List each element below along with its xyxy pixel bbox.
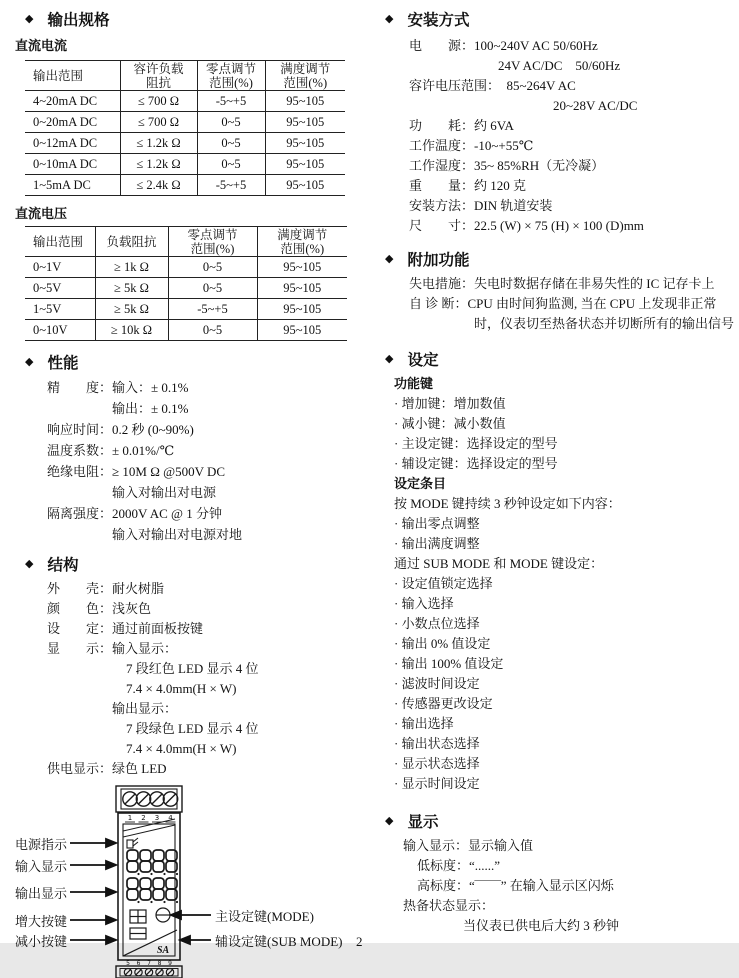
list-item: · 设定值锁定选择 xyxy=(394,576,493,591)
diagram-label-power-indicator: 电源指示 xyxy=(15,837,68,852)
diamond-bullet-icon: ◆ xyxy=(385,352,394,365)
spec-line: 低标度：“......” xyxy=(417,858,501,873)
section-title: 结构 xyxy=(47,557,79,574)
table-header-cell: 输出范围 xyxy=(25,61,120,91)
list-item: · 主设定键：选择设定的型号 xyxy=(394,436,558,451)
dc-voltage-table xyxy=(25,226,347,341)
spec-line: 功 耗：约 6VA xyxy=(409,118,514,133)
diamond-bullet-icon: ◆ xyxy=(25,557,34,570)
list-item: · 增加键：增加数值 xyxy=(394,396,506,411)
list-item: · 输出 0% 值设定 xyxy=(394,636,491,651)
spec-line: 重 量：约 120 克 xyxy=(409,178,527,193)
spec-line: 颜 色：浅灰色 xyxy=(47,601,152,616)
spec-line: 响应时间：0.2 秒 (0~90%) xyxy=(47,422,194,437)
svg-text:9: 9 xyxy=(168,960,172,967)
power-led-icon xyxy=(127,838,138,848)
svg-text:7: 7 xyxy=(147,960,151,967)
list-item: · 辅设定键：选择设定的型号 xyxy=(394,456,558,471)
spec-line: 工作湿度：35~ 85%RH（无冷凝） xyxy=(409,158,605,173)
device-marking: SA xyxy=(157,945,170,956)
section-title: 安装方式 xyxy=(407,12,470,29)
list-item: · 滤波时间设定 xyxy=(394,676,480,691)
spec-line: 时，仪表切至热备状态并切断所有的输出信号 xyxy=(474,316,735,331)
svg-text:4: 4 xyxy=(168,814,173,822)
table-row: 0~20mA DC ≤ 700 Ω 0~5 95~105 xyxy=(25,112,345,133)
table-header-cell: 输出范围 xyxy=(25,227,95,257)
table-header-row xyxy=(25,61,345,91)
section-title: 附加功能 xyxy=(407,252,470,269)
spec-line: 温度系数：± 0.01%/℃ xyxy=(47,443,175,458)
spec-line: 隔离强度：2000V AC @ 1 分钟 xyxy=(47,506,222,521)
list-item: · 传感器更改设定 xyxy=(394,696,493,711)
right-column xyxy=(370,0,739,936)
table-header-cell: 容许负载 阻抗 xyxy=(120,61,197,91)
spec-line: 设 定：通过前面板按键 xyxy=(47,621,204,636)
svg-text:6: 6 xyxy=(136,960,141,967)
diamond-bullet-icon: ◆ xyxy=(385,12,394,25)
table-header-cell: 零点调节 范围(%) xyxy=(197,61,265,91)
diagram-label-mode-key: 主设定键(MODE) xyxy=(215,909,314,924)
table-row: 0~10V ≥ 10k Ω 0~5 95~105 xyxy=(25,320,347,341)
section-heading-performance xyxy=(25,351,370,373)
diagram-label-decrease-key: 减小按键 xyxy=(15,934,68,949)
spec-line: 安装方法：DIN 轨道安装 xyxy=(409,198,553,213)
table-header-cell: 满度调节 范围(%) xyxy=(257,227,347,257)
section-title: 输出规格 xyxy=(47,12,110,29)
table-row: 4~20mA DC ≤ 700 Ω -5~+5 95~105 xyxy=(25,91,345,112)
list-item: · 输出满度调整 xyxy=(394,536,480,551)
list-intro: 按 MODE 键持续 3 秒钟设定如下内容： xyxy=(394,496,621,511)
function-keys-list xyxy=(370,394,739,474)
list-item: · 减小键：减小数值 xyxy=(394,416,506,431)
subsection-dc-current: 直流电流 xyxy=(15,38,68,53)
performance-list xyxy=(0,377,370,545)
spec-line: 输出：± 0.1% xyxy=(112,401,189,416)
table-row: 0~5V ≥ 5k Ω 0~5 95~105 xyxy=(25,278,347,299)
spec-line: 外 壳：耐火树脂 xyxy=(47,581,165,596)
spec-line: 输出显示： xyxy=(112,701,178,716)
device-diagram xyxy=(0,780,370,978)
spec-line: 当仪表已供电后大约 3 秒钟 xyxy=(463,918,620,933)
table-header-cell: 零点调节 范围(%) xyxy=(168,227,257,257)
spec-line: 输入对输出对电源对地 xyxy=(112,527,243,542)
spec-line: 7.4 × 4.0mm(H × W) xyxy=(126,741,237,756)
input-7seg-display xyxy=(127,850,178,875)
spec-line: 容许电压范围： 85~264V AC xyxy=(409,78,576,93)
section-heading-install xyxy=(385,8,739,30)
spec-line: 绝缘电阻：≥ 10M Ω @500V DC xyxy=(47,464,226,479)
spec-line: 输入显示：显示输入值 xyxy=(403,838,534,853)
spec-line: 工作温度：-10~+55℃ xyxy=(409,138,534,153)
spec-line: 自 诊 断：CPU 由时间狗监测, 当在 CPU 上发现非正常 xyxy=(409,296,717,311)
subsection-setting-entries: 设定条目 xyxy=(394,476,447,491)
terminal-screw-icons-bottom xyxy=(124,969,173,976)
list-item: · 输出零点调整 xyxy=(394,516,480,531)
spec-line: 20~28V AC/DC xyxy=(553,98,638,113)
section-title: 设定 xyxy=(407,352,439,369)
pointer-arrows-right xyxy=(171,911,211,944)
table-row: 1~5mA DC ≤ 2.4k Ω -5~+5 95~105 xyxy=(25,175,345,196)
spec-line: 7 段红色 LED 显示 4 位 xyxy=(126,661,259,676)
spec-line: 输入对输出对电源 xyxy=(112,485,217,500)
list-item: · 小数点位选择 xyxy=(394,616,480,631)
spec-line: 7 段绿色 LED 显示 4 位 xyxy=(126,721,259,736)
svg-text:3: 3 xyxy=(154,814,160,822)
dc-current-table xyxy=(25,60,345,196)
svg-text:8: 8 xyxy=(157,960,162,967)
table-header-cell: 满度调节 范围(%) xyxy=(265,61,345,91)
additional-list xyxy=(370,274,739,334)
top-terminal-block xyxy=(116,786,182,812)
decrease-button-icon xyxy=(130,928,146,939)
terminal-screw-icons-top xyxy=(123,792,178,806)
section-heading-additional xyxy=(385,248,739,270)
spec-line: 尺 寸：22.5 (W) × 75 (H) × 100 (D)mm xyxy=(409,218,644,233)
diamond-bullet-icon: ◆ xyxy=(25,12,34,25)
subsection-dc-voltage: 直流电压 xyxy=(15,206,68,221)
table-row: 1~5V ≥ 5k Ω -5~+5 95~105 xyxy=(25,299,347,320)
install-list xyxy=(370,36,739,236)
spec-line: 供电显示：绿色 LED xyxy=(47,761,167,776)
section-title: 性能 xyxy=(47,355,79,372)
spec-line: 7.4 × 4.0mm(H × W) xyxy=(126,681,237,696)
output-7seg-display xyxy=(127,878,178,903)
section-title: 显示 xyxy=(407,814,439,831)
section-heading-structure xyxy=(25,553,370,575)
setting-entries-list xyxy=(370,494,739,794)
display-list xyxy=(370,836,739,936)
spec-line: 失电措施：失电时数据存储在非易失性的 IC 记存卡上 xyxy=(409,276,715,291)
table-row: 0~12mA DC ≤ 1.2k Ω 0~5 95~105 xyxy=(25,133,345,154)
list-item: · 输出状态选择 xyxy=(394,736,480,751)
list-item: · 输出选择 xyxy=(394,716,454,731)
pointer-arrows-left xyxy=(70,839,116,944)
section-heading-display xyxy=(385,810,739,832)
spec-line: 24V AC/DC 50/60Hz xyxy=(498,58,621,73)
diamond-bullet-icon: ◆ xyxy=(25,355,34,368)
list-item: · 输出 100% 值设定 xyxy=(394,656,504,671)
list-item: · 显示状态选择 xyxy=(394,756,480,771)
spec-line: 显 示：输入显示： xyxy=(47,641,178,656)
diagram-label-increase-key: 增大按键 xyxy=(15,914,68,929)
increase-button-icon xyxy=(130,910,146,923)
diamond-bullet-icon: ◆ xyxy=(385,814,394,827)
list-intro: 通过 SUB MODE 和 MODE 键设定： xyxy=(394,556,604,571)
spec-line: 精 度：输入：± 0.1% xyxy=(47,380,189,395)
svg-text:1: 1 xyxy=(127,814,133,822)
subsection-function-keys: 功能键 xyxy=(394,376,434,391)
diagram-label-output-display: 输出显示 xyxy=(15,886,68,901)
mode-screw-icon xyxy=(156,908,170,922)
list-item: · 显示时间设定 xyxy=(394,776,480,791)
table-row: 0~1V ≥ 1k Ω 0~5 95~105 xyxy=(25,257,347,278)
svg-text:2: 2 xyxy=(141,814,146,822)
list-item: · 输入选择 xyxy=(394,596,454,611)
section-heading-settings xyxy=(385,348,739,370)
table-header-row xyxy=(25,227,347,257)
page-number: 2 xyxy=(356,934,363,949)
spec-line: 电 源：100~240V AC 50/60Hz xyxy=(409,38,598,53)
spec-line: 高标度：“‾‾‾‾‾‾” 在输入显示区闪烁 xyxy=(417,878,614,893)
section-heading-output-spec xyxy=(25,8,370,30)
table-row: 0~10mA DC ≤ 1.2k Ω 0~5 95~105 xyxy=(25,154,345,175)
diagram-label-input-display: 输入显示 xyxy=(15,859,68,874)
table-header-cell: 负载阻抗 xyxy=(95,227,168,257)
spec-line: 热备状态显示： xyxy=(403,898,495,913)
svg-text:5: 5 xyxy=(126,960,130,967)
diagram-label-sub-mode-key: 辅设定键(SUB MODE) xyxy=(215,934,343,949)
diamond-bullet-icon: ◆ xyxy=(385,252,394,265)
structure-list xyxy=(0,579,370,779)
